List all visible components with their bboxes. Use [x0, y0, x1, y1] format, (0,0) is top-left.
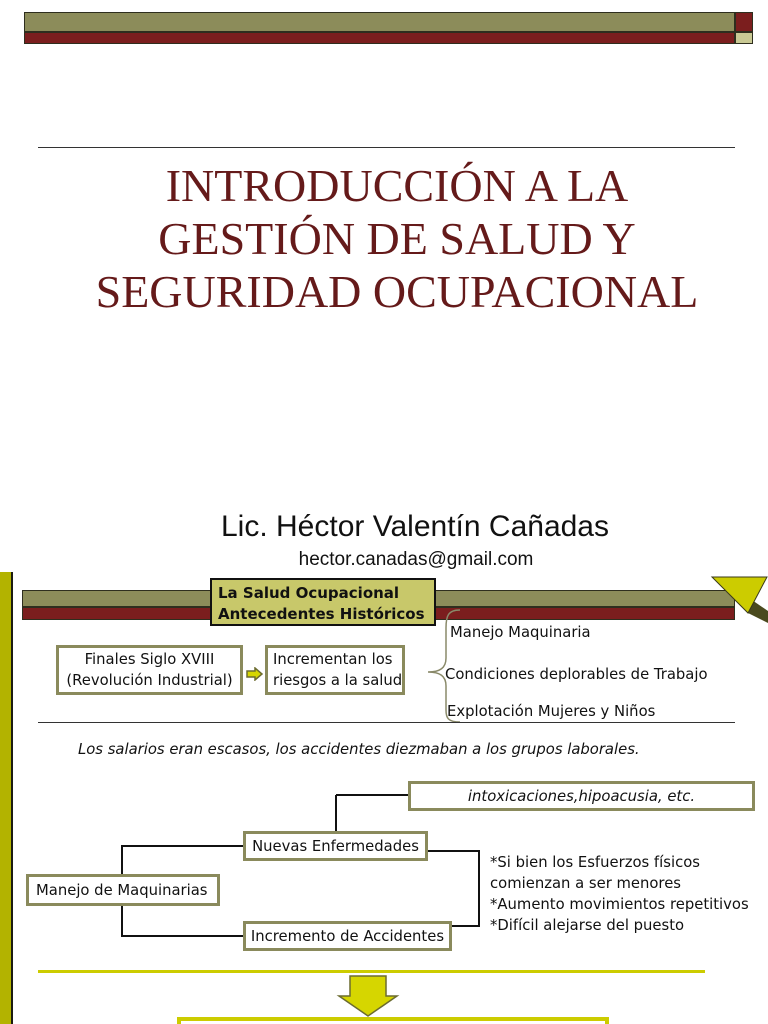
heading-line: La Salud Ocupacional: [218, 584, 400, 602]
consequence-line: riesgos a la salud: [273, 672, 403, 689]
observation-line: *Si bien los Esfuerzos físicos: [490, 854, 700, 871]
title-line: SEGURIDAD OCUPACIONAL: [95, 266, 699, 317]
observation-line: *Aumento movimientos repetitivos: [490, 896, 749, 913]
title-divider: [38, 147, 735, 148]
machinery-text: Manejo de Maquinarias: [36, 881, 208, 899]
corner-fold-decoration: [708, 575, 768, 625]
header-bar-olive: [24, 12, 735, 32]
consequence-box: [265, 645, 405, 695]
cause-item: Manejo Maquinaria: [450, 624, 591, 641]
examples-box: [408, 781, 755, 811]
connector-bracket-right: [428, 851, 479, 926]
title-line: GESTIÓN DE SALUD Y: [158, 213, 636, 264]
cause-item: Explotación Mujeres y Niños: [447, 703, 656, 720]
author-email: hector.canadas@gmail.com: [298, 549, 534, 570]
observation-line: comienzan a ser menores: [490, 875, 682, 892]
slide-note: Los salarios eran escasos, los accidentes diezmaban a los grupos laborales.: [78, 741, 640, 758]
accidents-box: [243, 921, 452, 951]
new-diseases-box: [243, 831, 428, 861]
consequence-line: Incrementan los: [273, 651, 393, 668]
arrow-right-icon: [246, 667, 263, 681]
cause-item: Condiciones deplorables de Trabajo: [445, 666, 708, 683]
origin-line: Finales Siglo XVIII: [84, 651, 215, 668]
examples-text: intoxicaciones,hipoacusia, etc.: [467, 787, 696, 805]
origin-line: (Revolución Industrial): [66, 672, 233, 689]
slide-heading-box: [210, 578, 436, 626]
new-diseases-text: Nuevas Enfermedades: [252, 837, 419, 855]
machinery-box: [26, 874, 220, 906]
accidents-text: Incremento de Accidentes: [250, 927, 445, 945]
observation-line: *Difícil alejarse del puesto: [490, 917, 685, 934]
heading-line: Antecedentes Históricos: [218, 605, 425, 623]
origin-box: [56, 645, 243, 695]
corner-square-maroon: [735, 12, 753, 32]
history-slide: [0, 572, 768, 1024]
header-bar-maroon: [24, 32, 735, 44]
corner-square-khaki: [735, 32, 753, 44]
slide-title: [26, 159, 768, 318]
author-name: Lic. Héctor Valentín Cañadas: [221, 510, 609, 543]
title-line: INTRODUCCIÓN A LA: [165, 160, 629, 211]
